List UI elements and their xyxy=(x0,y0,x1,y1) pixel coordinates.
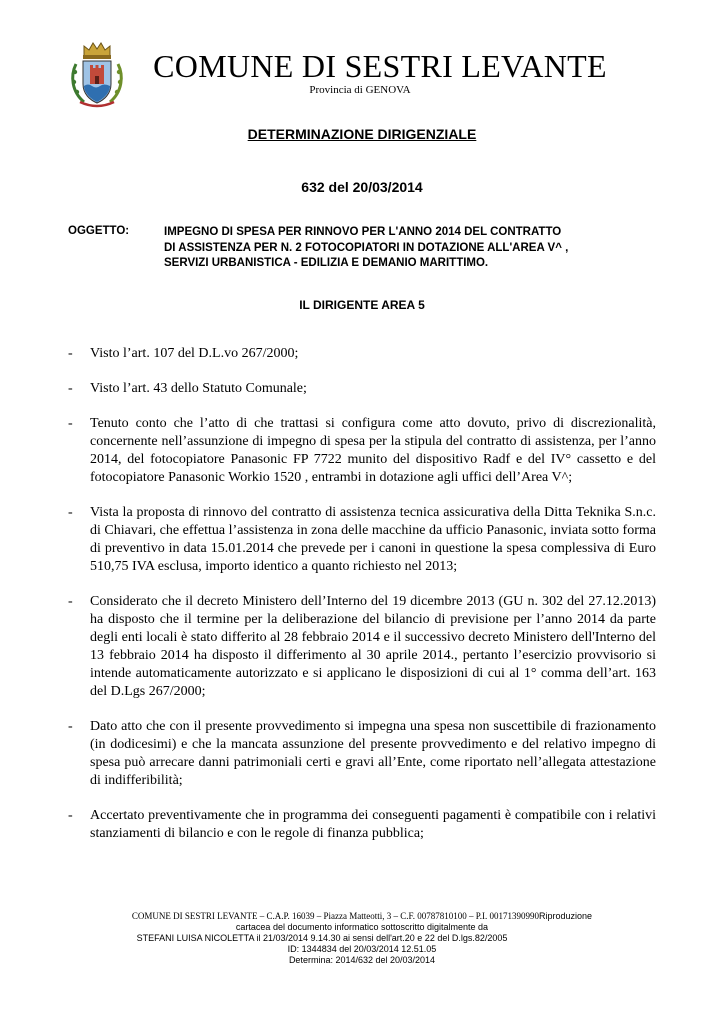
list-item: - Accertato preventivamente che in programma dei conseguenti pagamenti è compatibile con i relativi stanziamenti di bilancio e con le regole di finanza pubblica; xyxy=(68,808,656,841)
list-item: - Tenuto conto che l’atto di che trattasi si configura come atto dovuto, privo di discrezionalità, concernente nell’assunzione di impegno di spesa per la stipula del contratto di assistenza, per l’anno 2014, del fotocopiatore Panasonic FP 7722 munito del dispositivo Radf e del IV° cassetto e del fotocopiatore Panasonic Workio 1520 , entrambi in dotazione agli uffici dell’Area V^; xyxy=(68,416,656,485)
footer-line-5: Determina: 2014/632 del 20/03/2014 xyxy=(288,955,436,965)
subject-label: OGGETTO: xyxy=(68,225,130,237)
footer xyxy=(0,911,724,966)
premises-list xyxy=(68,345,656,843)
municipality-title: COMUNE DI SESTRI LEVANTE xyxy=(153,48,607,84)
municipal-coat-of-arms-icon xyxy=(66,40,128,110)
document-number: 632 del 20/03/2014 xyxy=(301,179,423,195)
footer-line-1: COMUNE DI SESTRI LEVANTE – C.A.P. 16039 – Piazza Matteotti, 3 – C.F. 00787810100 – P.I. 00171390990Riproduzione xyxy=(131,911,593,921)
footer-line-4: ID: 1344834 del 20/03/2014 12.51.05 xyxy=(287,944,437,954)
province-subtitle: Provincia di GENOVA xyxy=(309,84,411,96)
footer-line-2: cartacea del documento informatico sottoscritto digitalmente da xyxy=(235,922,489,932)
list-item: - Vista la proposta di rinnovo del contratto di assistenza tecnica assicurativa della Ditta Teknika S.n.c. di Chiavari, che effettua l’assistenza in zona delle macchine da ufficio Panasonic, inviata sotto forma di preventivo in data 15.01.2014 che prevede per i canoni in questione la spesa complessiva di Euro 510,75 IVA esclusa, importo identico a quanto richiesto nel 2013; xyxy=(68,505,656,574)
subject-text: IMPEGNO DI SPESA PER RINNOVO PER L'ANNO 2014 DEL CONTRATTO DI ASSISTENZA PER N. 2 FOTOCOPIATORI IN DOTAZIONE ALL'AREA V^ , SERVIZI URBANISTICA - EDILIZIA E DEMANIO MARITTIMO. xyxy=(164,226,569,269)
list-item: - Visto l’art. 43 dello Statuto Comunale; xyxy=(68,381,307,396)
list-item: - Visto l’art. 107 del D.L.vo 267/2000; xyxy=(68,346,299,361)
list-item: - Dato atto che con il presente provvedimento si impegna una spesa non suscettibile di frazionamento (in dodicesimi) e che la mancata assunzione del presente provvedimento e del relativo impegno di spesa può arrecare danni patrimoniali certi e gravi all’Ente, come riportato nell’allegata attestazione di indifferibilità; xyxy=(68,719,656,788)
document-type-heading: DETERMINAZIONE DIRIGENZIALE xyxy=(247,126,477,142)
authority-heading: IL DIRIGENTE AREA 5 xyxy=(299,298,425,312)
footer-line-3: STEFANI LUISA NICOLETTA il 21/03/2014 9.14.30 ai sensi dell'art.20 e 22 del D.lgs.82/2005 xyxy=(136,933,508,943)
list-item: - Considerato che il decreto Ministero dell’Interno del 19 dicembre 2013 (GU n. 302 del 27.12.2013) ha disposto che il termine per la deliberazione del bilancio di previsione per l’anno 2014 da parte degli enti locali è stato differito al 28 febbraio 2014 e il successivo decreto Ministero dell'Interno del 13 febbraio 2014 ha disposto il differimento al 30 aprile 2014., pertanto l’esercizio provvisorio si intende automaticamente autorizzato e si applicano le disposizioni di cui al 1° comma dell’art. 163 del D.Lgs 267/2000; xyxy=(68,594,656,699)
